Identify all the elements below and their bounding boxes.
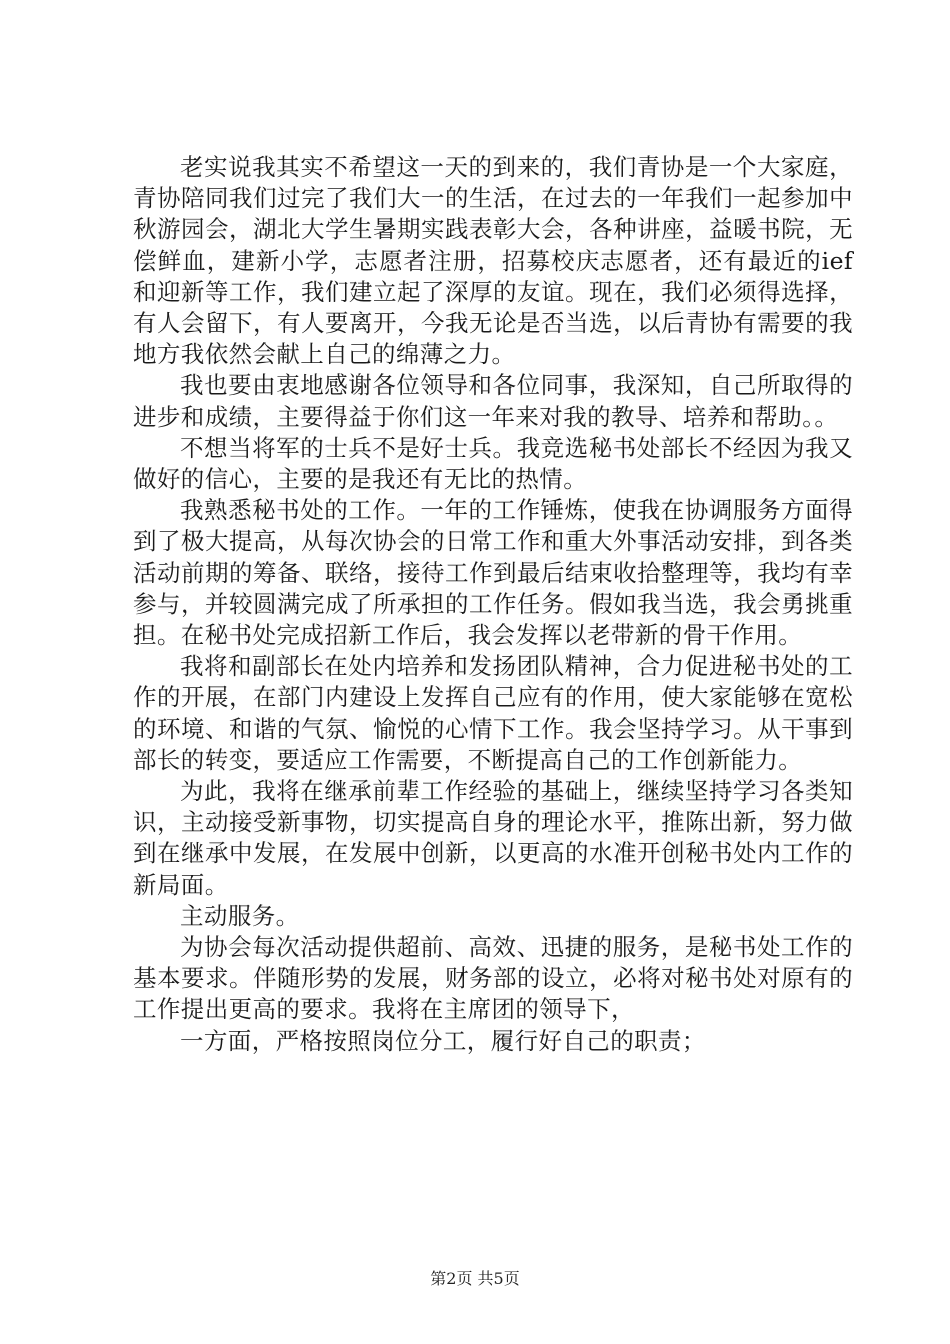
paragraph: 老实说我其实不希望这一天的到来的，我们青协是一个大家庭，青协陪同我们过完了我们大一的生活，在过去的一年我们一起参加中秋游园会，湖北大学生暑期实践表彰大会，各种讲座，益暖书院，无偿鲜血，建新小学，志愿者注册，招募校庆志愿者，还有最近的ief和迎新等工作，我们建立起了深厚的友谊。现在，我们必须得选择，有人会留下，有人要离开，今我无论是否当选，以后青协有需要的我地方我依然会献上自己的绵薄之力。 <box>133 153 853 369</box>
document-body <box>133 152 853 1057</box>
paragraph: 我也要由衷地感谢各位领导和各位同事，我深知，自己所取得的进步和成绩，主要得益于你们这一年来对我的教导、培养和帮助。。 <box>133 371 853 431</box>
paragraph: 不想当将军的士兵不是好士兵。我竞选秘书处部长不经因为我又做好的信心，主要的是我还有无比的热情。 <box>133 433 853 494</box>
paragraph: 我将和副部长在处内培养和发扬团队精神，合力促进秘书处的工作的开展，在部门内建设上发挥自己应有的作用，使大家能够在宽松的环境、和谐的气氛、愉悦的心情下工作。我会坚持学习。从干事到部长的转变，要适应工作需要，不断提高自己的工作创新能力。 <box>133 652 853 774</box>
paragraph: 为协会每次活动提供超前、高效、迅捷的服务，是秘书处工作的基本要求。伴随形势的发展，财务部的设立，必将对秘书处对原有的工作提出更高的要求。我将在主席团的领导下， <box>133 933 853 1024</box>
paragraph: 主动服务。 <box>180 901 300 930</box>
paragraph: 一方面，严格按照岗位分工，履行好自己的职责； <box>180 1026 706 1055</box>
page-number-footer: 第2页 共5页 <box>430 1269 520 1288</box>
paragraph: 为此，我将在继承前辈工作经验的基础上，继续坚持学习各类知识，主动接受新事物，切实提高自身的理论水平，推陈出新，努力做到在继承中发展，在发展中创新，以更高的水准开创秘书处内工作的新局面。 <box>133 777 853 899</box>
paragraph: 我熟悉秘书处的工作。一年的工作锤炼，使我在协调服务方面得到了极大提高，从每次协会的日常工作和重大外事活动安排，到各类活动前期的筹备、联络，接待工作到最后结束收拾整理等，我均有幸参与，并较圆满完成了所承担的工作任务。假如我当选，我会勇挑重担。在秘书处完成招新工作后，我会发挥以老带新的骨干作用。 <box>133 496 853 650</box>
